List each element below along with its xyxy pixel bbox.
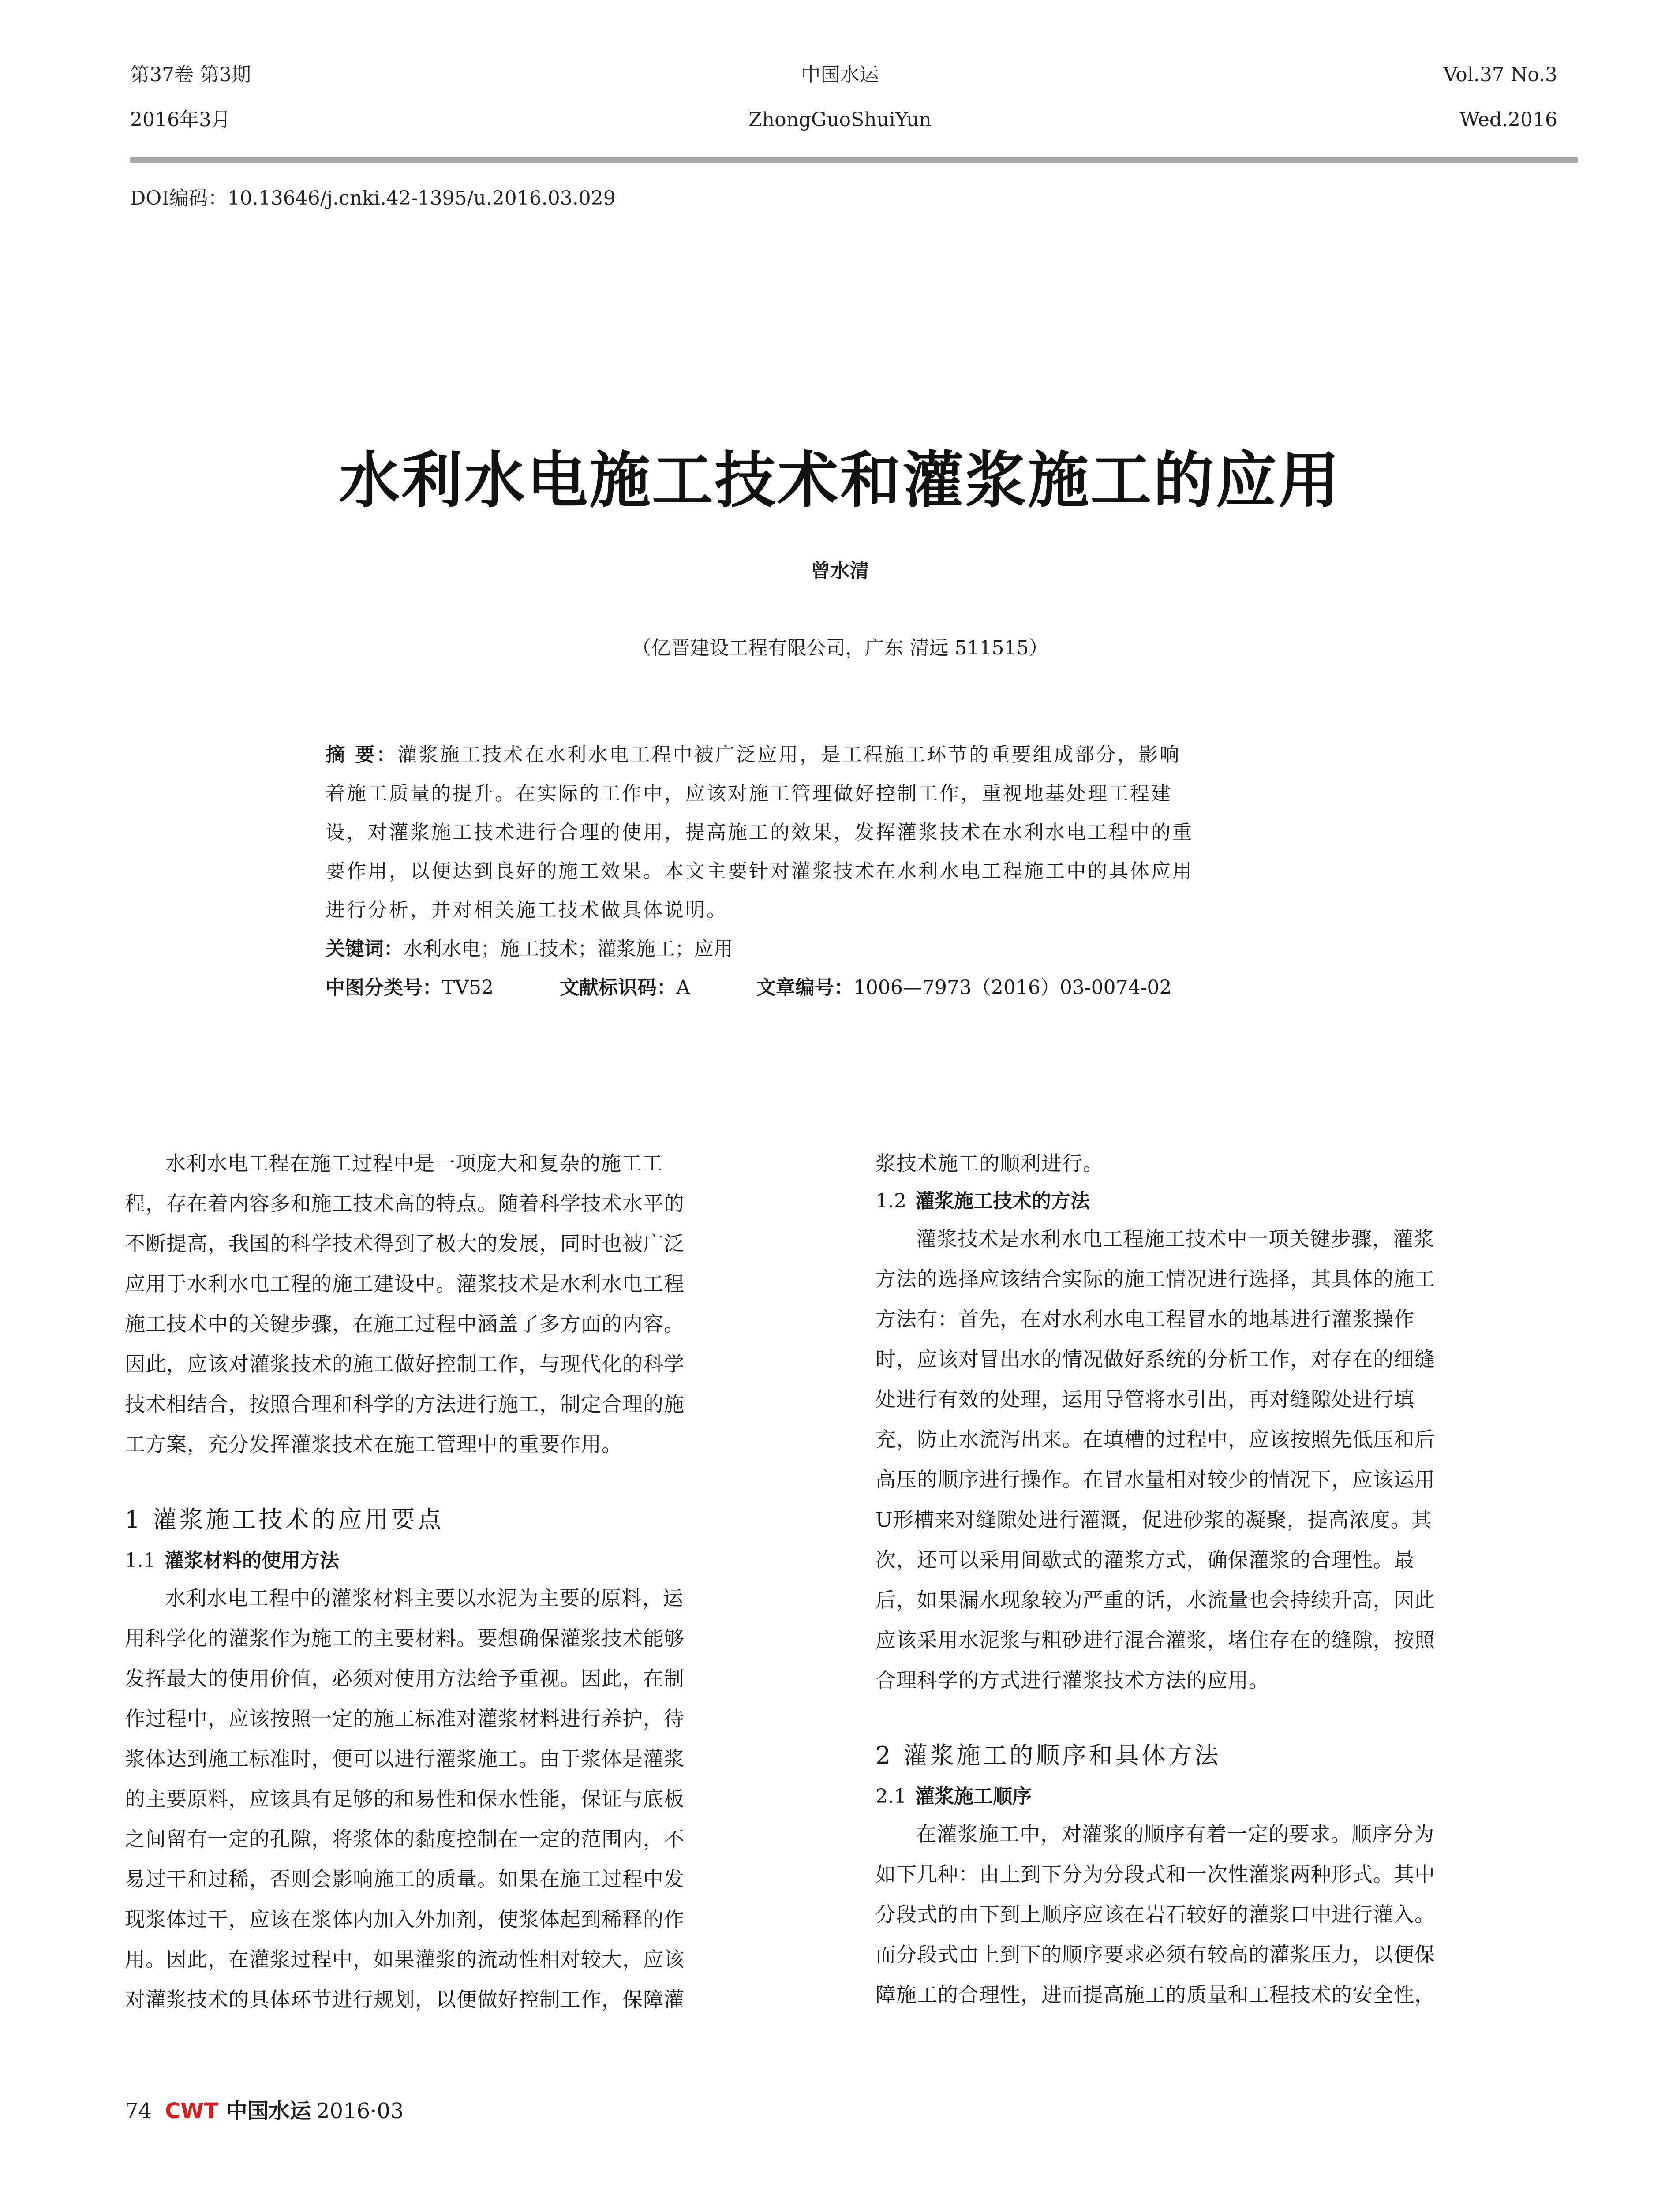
paragraph-line: 充，防止水流泻出来。在填槽的过程中，应该按照先低压和后 bbox=[876, 1428, 1435, 1451]
paragraph-line: 之间留有一定的孔隙，将浆体的黏度控制在一定的范围内，不 bbox=[125, 1827, 685, 1851]
keywords-label: 关键词： bbox=[326, 938, 403, 960]
footer-issue: 2016·03 bbox=[316, 2099, 404, 2123]
doi: DOI编码：10.13646/j.cnki.42-1395/u.2016.03.029 bbox=[130, 187, 616, 209]
paragraph-line: 程，存在着内容多和施工技术高的特点。随着科学技术水平的 bbox=[125, 1192, 685, 1215]
paragraph-line: 灌浆技术是水利水电工程施工技术中一项关键步骤，灌浆 bbox=[916, 1227, 1434, 1251]
paragraph-line: 对灌浆技术的具体环节进行规划，以便做好控制工作，保障灌 bbox=[125, 1988, 685, 2011]
header-journal-pinyin: ZhongGuoShuiYun bbox=[748, 108, 932, 131]
paragraph-line: 次，还可以采用间歇式的灌浆方式，确保灌浆的合理性。最 bbox=[876, 1548, 1414, 1572]
paragraph-line: 后，如果漏水现象较为严重的话，水流量也会持续升高，因此 bbox=[876, 1588, 1435, 1612]
paragraph-line: 高压的顺序进行操作。在冒水量相对较少的情况下，应该运用 bbox=[876, 1468, 1435, 1491]
paragraph-line: 时，应该对冒出水的情况做好系统的分析工作，对存在的细缝 bbox=[876, 1347, 1435, 1371]
paragraph-line: 方法有：首先，在对水利水电工程冒水的地基进行灌浆操作 bbox=[876, 1307, 1414, 1331]
abstract-label: 摘 要： bbox=[326, 744, 398, 766]
paragraph-line: 用。因此，在灌浆过程中，如果灌浆的流动性相对较大，应该 bbox=[125, 1947, 685, 1971]
paragraph-line: 水利水电工程中的灌浆材料主要以水泥为主要的原料，运 bbox=[165, 1586, 684, 1610]
paragraph-line: 而分段式由上到下的顺序要求必须有较高的灌浆压力，以便保 bbox=[876, 1943, 1435, 1966]
section-heading-1: 1 灌浆施工技术的应用要点 bbox=[125, 1506, 444, 1533]
abstract-line: 摘 要：灌浆施工技术在水利水电工程中被广泛应用，是工程施工环节的重要组成部分，影响 bbox=[326, 744, 1181, 766]
article-title: 水利水电施工技术和灌浆施工的应用 bbox=[339, 445, 1341, 516]
paragraph-line: 浆体达到施工标准时，便可以进行灌浆施工。由于浆体是灌浆 bbox=[125, 1747, 685, 1771]
abstract-line: 要作用，以便达到良好的施工效果。本文主要针对灌浆技术在水利水电工程施工中的具体应用 bbox=[326, 860, 1194, 882]
header-volume-en: Vol.37 No.3 bbox=[1443, 64, 1557, 86]
paragraph-line: 如下几种：由上到下分为分段式和一次性灌浆两种形式。其中 bbox=[876, 1862, 1435, 1886]
paragraph-line: 水利水电工程在施工过程中是一项庞大和复杂的施工工 bbox=[165, 1151, 663, 1175]
paragraph-line: 处进行有效的处理，运用导管将水引出，再对缝隙处进行填 bbox=[876, 1387, 1414, 1411]
paragraph-line: 易过干和过稀，否则会影响施工的质量。如果在施工过程中发 bbox=[125, 1867, 685, 1891]
abstract-line: 进行分析，并对相关施工技术做具体说明。 bbox=[326, 899, 728, 921]
classification-row bbox=[326, 968, 1358, 1007]
subsection-heading-1-1: 1.1 灌浆材料的使用方法 bbox=[125, 1549, 339, 1572]
header-volume-issue: 第37卷 第3期 bbox=[130, 64, 251, 86]
keywords-value: 水利水电；施工技术；灌浆施工；应用 bbox=[403, 938, 733, 960]
header-journal-name: 中国水运 bbox=[801, 64, 879, 86]
subsection-heading-2-1: 2.1 灌浆施工顺序 bbox=[876, 1785, 1032, 1808]
author: 曾水清 bbox=[811, 560, 869, 582]
paragraph-line: 工方案，充分发挥灌浆技术在施工管理中的重要作用。 bbox=[125, 1432, 622, 1456]
classification: 中图分类号：TV52 bbox=[326, 976, 494, 999]
paragraph-line: 作过程中，应该按照一定的施工标准对灌浆材料进行养护，待 bbox=[125, 1707, 685, 1730]
paragraph-line: 用科学化的灌浆作为施工的主要材料。要想确保灌浆技术能够 bbox=[125, 1626, 685, 1650]
paragraph-line: 因此，应该对灌浆技术的施工做好控制工作，与现代化的科学 bbox=[125, 1352, 685, 1376]
affiliation: （亿晋建设工程有限公司，广东 清远 511515） bbox=[632, 637, 1048, 659]
doc-code: 文献标识码：A bbox=[560, 976, 690, 999]
left-column bbox=[125, 1144, 806, 2020]
page-number: 74 bbox=[125, 2099, 152, 2123]
paragraph-line: 技术相结合，按照合理和科学的方法进行施工，制定合理的施 bbox=[125, 1392, 685, 1416]
paragraph-line: 发挥最大的使用价值，必须对使用方法给予重视。因此，在制 bbox=[125, 1667, 685, 1690]
header-date-en: Wed.2016 bbox=[1459, 108, 1557, 131]
cwt-logo: CWT bbox=[165, 2099, 218, 2123]
paragraph-line: 现浆体过干，应该在浆体内加入外加剂，使浆体起到稀释的作 bbox=[125, 1907, 685, 1931]
abstract-block bbox=[326, 736, 1358, 1007]
page-footer bbox=[125, 2096, 404, 2127]
paragraph-line: 应该采用水泥浆与粗砂进行混合灌浆，堵住存在的缝隙，按照 bbox=[876, 1628, 1435, 1652]
keywords bbox=[326, 930, 1358, 968]
paragraph-line: 施工技术中的关键步骤，在施工过程中涵盖了多方面的内容。 bbox=[125, 1312, 685, 1336]
paragraph-line: 合理科学的方式进行灌浆技术方法的应用。 bbox=[876, 1668, 1269, 1692]
subsection-heading-1-2: 1.2 灌浆施工技术的方法 bbox=[876, 1190, 1090, 1212]
paragraph-line: 分段式的由下到上顺序应该在岩石较好的灌浆口中进行灌入。 bbox=[876, 1902, 1435, 1926]
paragraph-line: 方法的选择应该结合实际的施工情况进行选择，其具体的施工 bbox=[876, 1267, 1435, 1291]
paragraph-line: 的主要原料，应该具有足够的和易性和保水性能，保证与底板 bbox=[125, 1787, 685, 1811]
section-heading-2: 2 灌浆施工的顺序和具体方法 bbox=[876, 1742, 1221, 1769]
paragraph-line: 应用于水利水电工程的施工建设中。灌浆技术是水利水电工程 bbox=[125, 1272, 685, 1296]
article-number: 文章编号：1006—7973（2016）03-0074-02 bbox=[756, 976, 1172, 999]
paragraph-line: U形槽来对缝隙处进行灌溉，促进砂浆的凝聚，提高浓度。其 bbox=[876, 1508, 1432, 1532]
abstract-line: 设，对灌浆施工技术进行合理的使用，提高施工的效果，发挥灌浆技术在水利水电工程中的重 bbox=[326, 821, 1194, 844]
paragraph-line: 浆技术施工的顺利进行。 bbox=[876, 1151, 1104, 1175]
paragraph-line: 在灌浆施工中，对灌浆的顺序有着一定的要求。顺序分为 bbox=[916, 1822, 1434, 1846]
abstract-line: 着施工质量的提升。在实际的工作中，应该对施工管理做好控制工作，重视地基处理工程建 bbox=[326, 782, 1172, 805]
right-column bbox=[876, 1144, 1561, 2015]
header-rule bbox=[130, 157, 1578, 163]
paragraph-line: 障施工的合理性，进而提高施工的质量和工程技术的安全性， bbox=[876, 1983, 1435, 2007]
paragraph-line: 不断提高，我国的科学技术得到了极大的发展，同时也被广泛 bbox=[125, 1232, 685, 1256]
header-date: 2016年3月 bbox=[130, 108, 231, 131]
footer-journal-name: 中国水运 bbox=[226, 2099, 311, 2123]
